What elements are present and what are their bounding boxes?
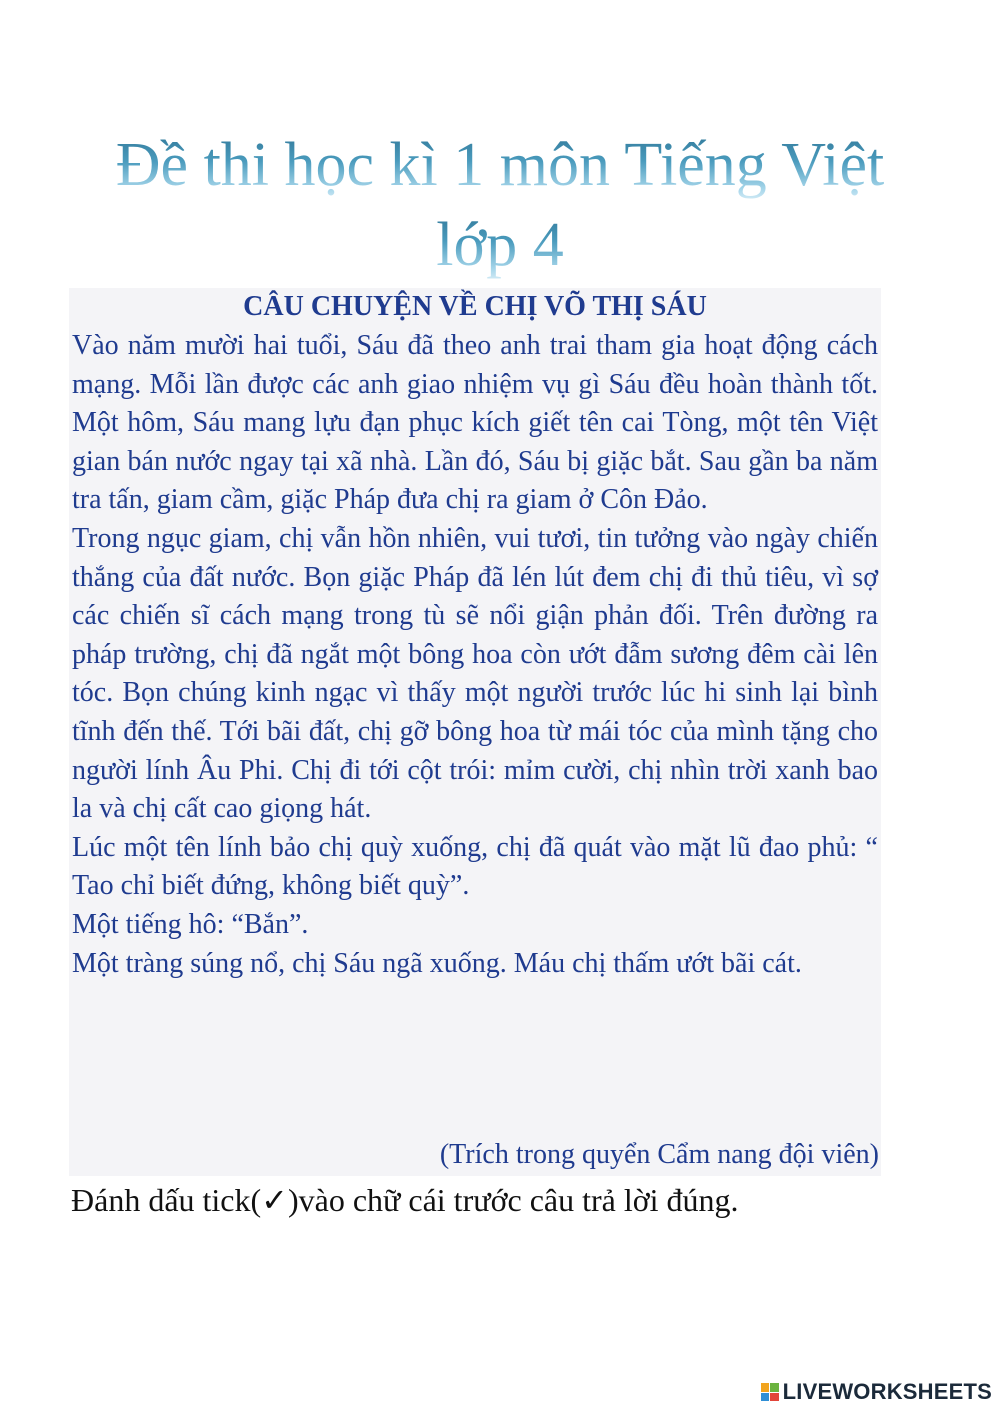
passage-paragraph: Một tiếng hô: “Bắn”.	[72, 908, 309, 940]
passage-paragraph: Vào năm mười hai tuổi, Sáu đã theo anh trai tham gia hoạt động cách mạng. Mỗi lần được các anh giao nhiệm vụ gì Sáu đều hoàn thành tốt. Một hôm, Sáu mang lựu đạn phục kích giết tên cai Tòng, một tên Việt gian bán nước ngay tại xã nhà. Lần đó, Sáu bị giặc bắt. Sau gần ba năm tra tấn, giam cầm, giặc Pháp đưa chị ra giam ở Côn Đảo.	[72, 330, 878, 516]
page-title-line-2: lớp 4	[0, 205, 1000, 285]
passage-paragraph: Trong ngục giam, chị vẫn hồn nhiên, vui tươi, tin tưởng vào ngày chiến thắng của đất nước. Bọn giặc Pháp đã lén lút đem chị đi thủ tiêu, vì sợ các chiến sĩ cách mạng trong tù sẽ nổi giận phản đối. Trên đường ra pháp trường, chị đã ngắt một bông hoa còn ướt đẫm sương đêm cài lên tóc. Bọn chúng kinh ngạc vì thấy một người trước lúc hi sinh lại bình tĩnh đến thế. Tới bãi đất, chị gỡ bông hoa từ mái tóc của mình tặng cho người lính Âu Phi. Chị đi tới cột trói: mỉm cười, chị nhìn trời xanh bao la và chị cất cao giọng hát.	[72, 522, 878, 825]
passage-source: (Trích trong quyển Cẩm nang đội viên)	[439, 1139, 879, 1170]
passage-body	[72, 327, 878, 983]
page-title-line-1: Đề thi học kì 1 môn Tiếng Việt	[0, 125, 1000, 205]
passage-paragraph: Lúc một tên lính bảo chị quỳ xuống, chị đã quát vào mặt lũ đao phủ: “ Tao chỉ biết đứng, không biết quỳ”.	[72, 831, 878, 902]
liveworksheets-logo-icon	[761, 1383, 779, 1401]
passage-title: CÂU CHUYỆN VỀ CHỊ VÕ THỊ SÁU	[243, 291, 707, 322]
liveworksheets-logo	[761, 1379, 992, 1405]
liveworksheets-logo-text: LIVEWORKSHEETS	[782, 1379, 992, 1404]
passage-paragraph: Một tràng súng nổ, chị Sáu ngã xuống. Máu chị thấm ướt bãi cát.	[72, 947, 802, 979]
reading-passage	[69, 288, 881, 1176]
question-instruction: Đánh dấu tick(✓)vào chữ cái trước câu trả lời đúng.	[71, 1182, 739, 1218]
